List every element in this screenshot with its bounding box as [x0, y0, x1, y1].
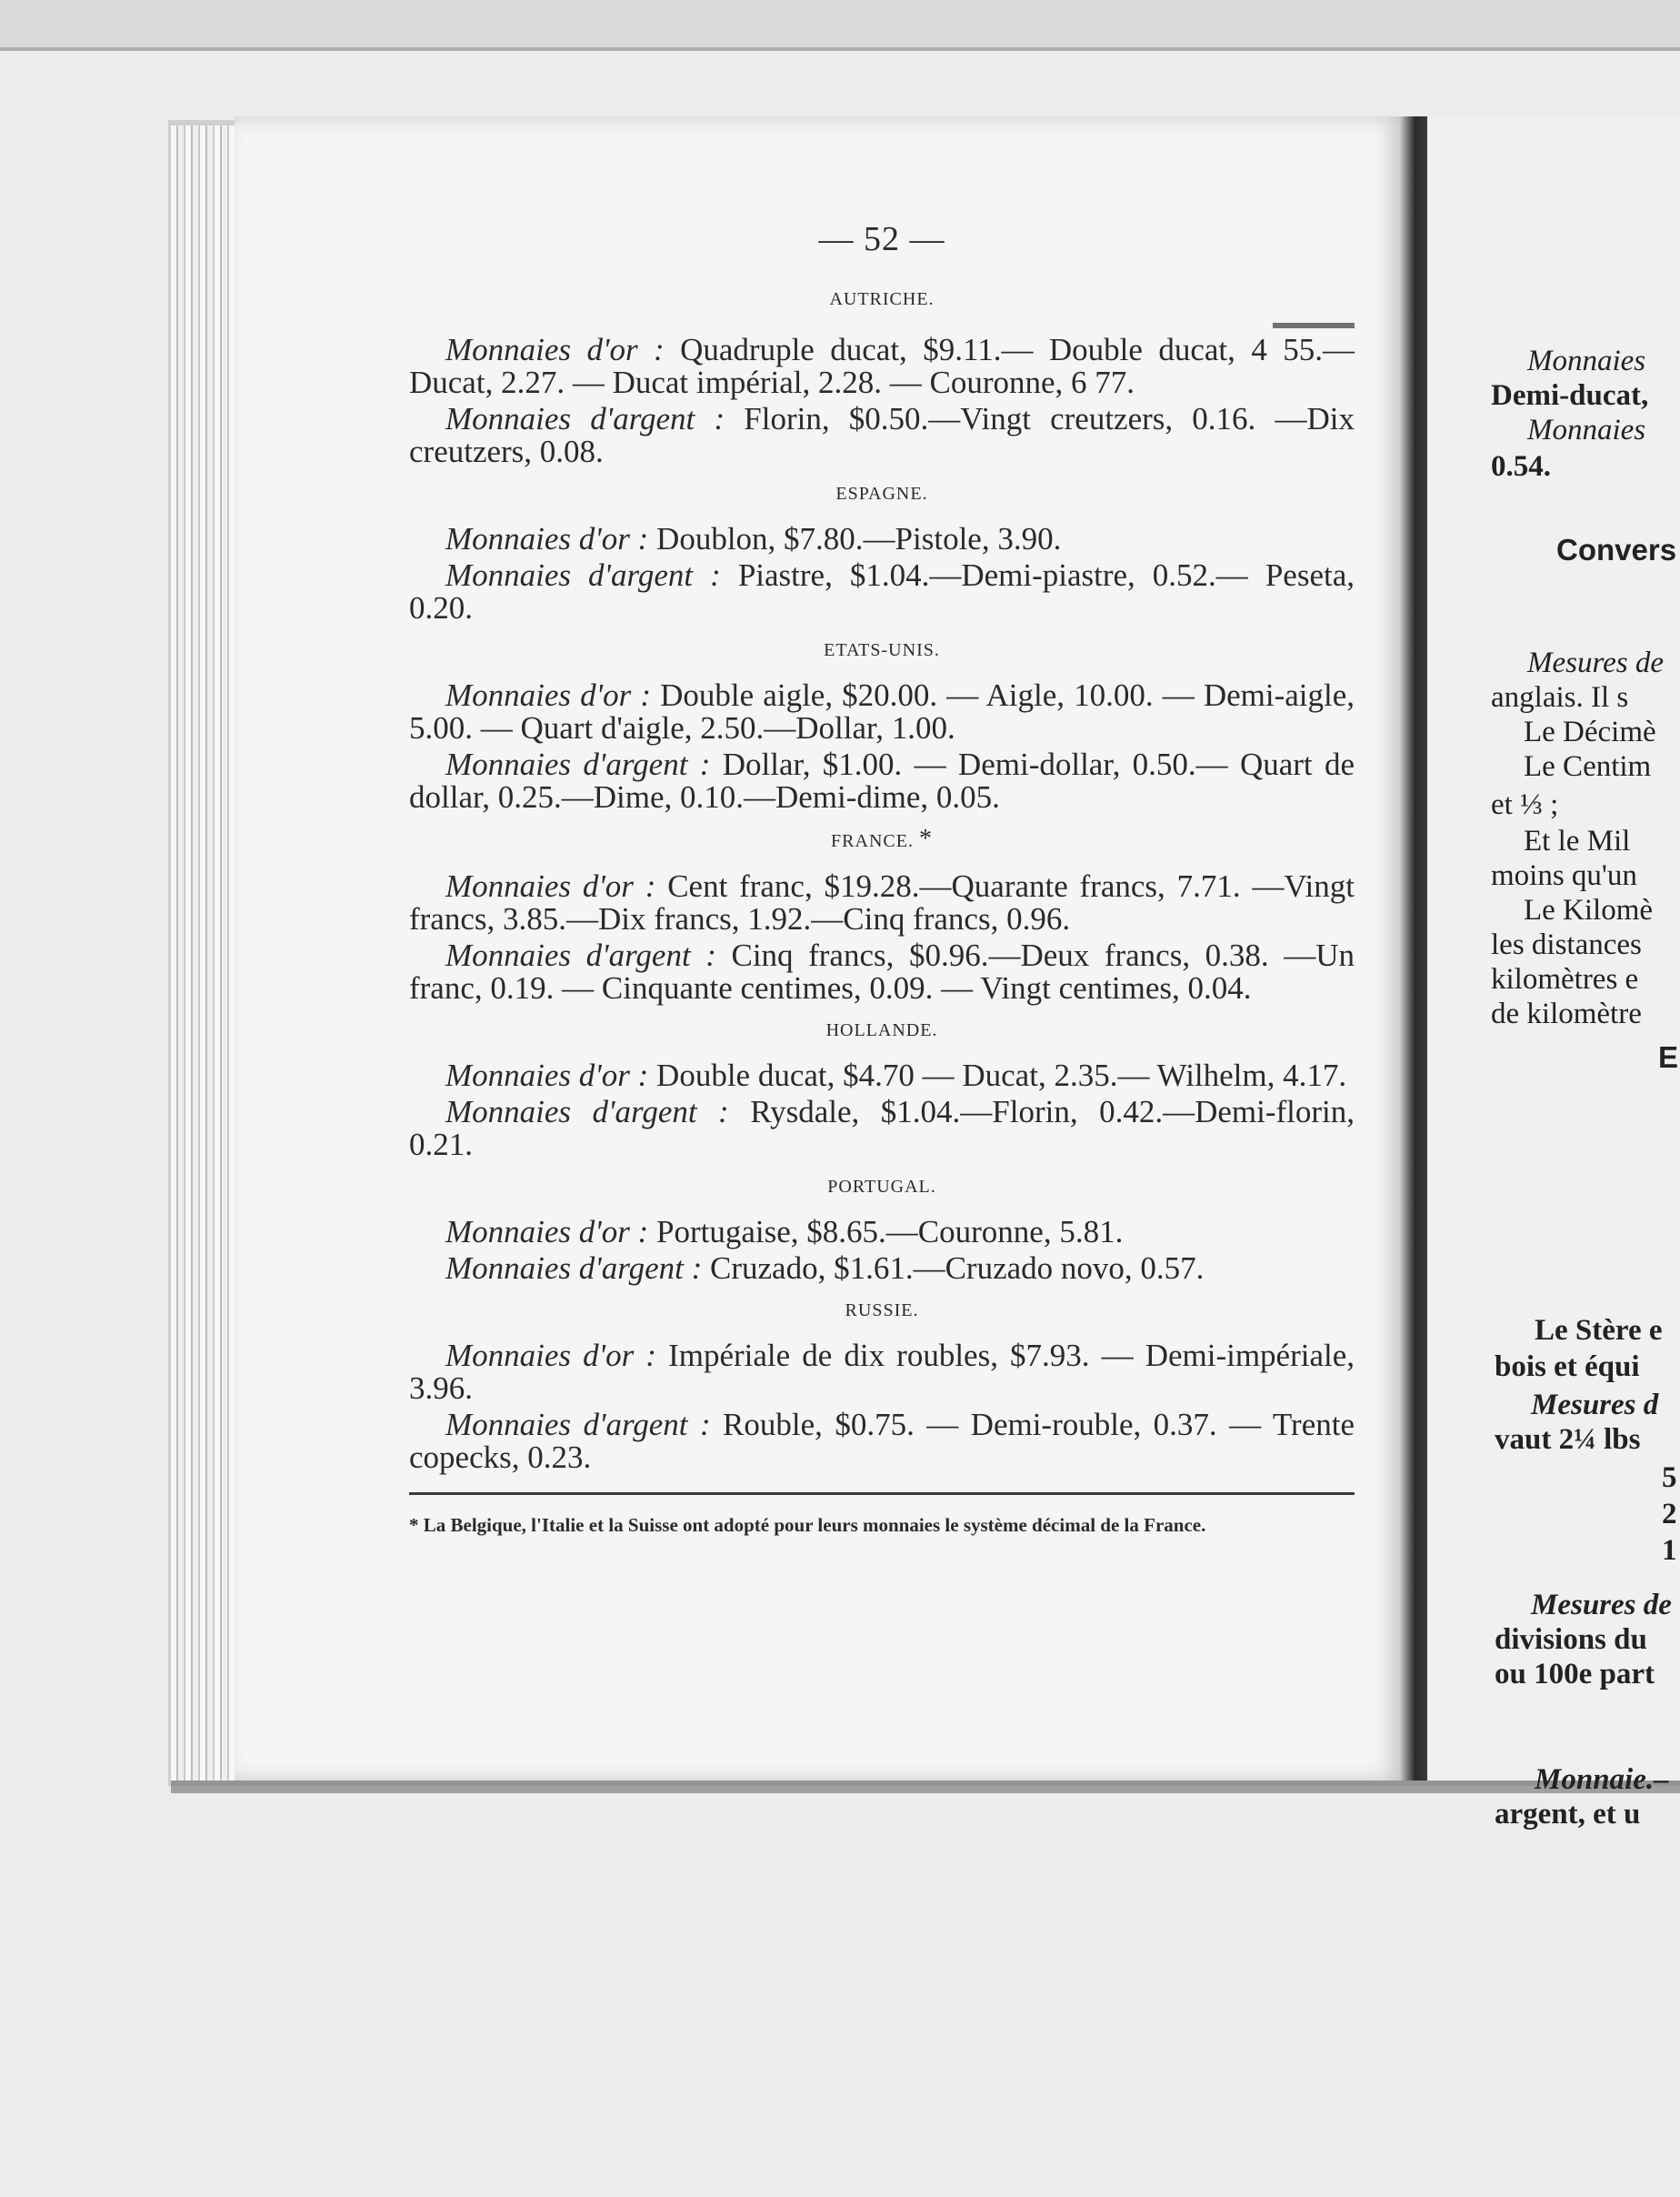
coin-entry-gold: [409, 1059, 1355, 1092]
right-fragment: Monnaies: [1527, 345, 1646, 377]
right-fragment: et ⅓ ;: [1491, 788, 1559, 821]
coin-entry-gold: [409, 1216, 1355, 1249]
right-fragment: 1: [1662, 1534, 1677, 1567]
entry-label: Monnaies d'or :: [445, 332, 665, 367]
scanner-edge-line: [0, 47, 1680, 51]
footnote-rule: [409, 1492, 1355, 1495]
section-heading-russie: RUSSIE.: [845, 1300, 919, 1320]
right-fragment: 0.54.: [1491, 450, 1551, 483]
entry-label: Monnaies d'or :: [445, 1214, 649, 1249]
coin-entry-silver: [409, 1252, 1355, 1285]
entry-label: Monnaies d'or :: [445, 1058, 649, 1093]
right-fragment: kilomètres e: [1491, 963, 1639, 996]
right-fragment: E: [1658, 1040, 1679, 1074]
heading-text: FRANCE.: [831, 831, 914, 851]
entry-text: Portugaise, $8.65.—Couronne, 5.81.: [656, 1214, 1124, 1249]
coin-entry-silver: [409, 1096, 1355, 1161]
entry-text: Rysdale, $1.04.—Florin, 0.42.—Demi-florin, 0.21.: [409, 1094, 1355, 1162]
right-fragment: divisions du: [1495, 1623, 1647, 1656]
coin-entry-gold: [409, 870, 1355, 936]
page-edges: [171, 125, 236, 1781]
right-fragment: Mesures de: [1531, 1589, 1672, 1621]
right-fragment: anglais. Il s: [1491, 681, 1629, 714]
entry-label: Monnaies d'or :: [445, 677, 652, 713]
coin-entry-silver: [409, 559, 1355, 625]
section-heading-autriche: AUTRICHE.: [829, 289, 935, 309]
right-fragment: Le Kilomè: [1524, 894, 1654, 927]
section-heading-portugal: PORTUGAL.: [827, 1177, 936, 1197]
entry-text: Florin, $0.50.—Vingt creutzers, 0.16. —Dix creutzers, 0.08.: [409, 401, 1355, 469]
footnote-marker: *: [918, 825, 933, 853]
coin-entry-gold: [409, 523, 1355, 556]
entry-text: Rouble, $0.75. — Demi-rouble, 0.37. — Trente copecks, 0.23.: [409, 1407, 1355, 1475]
coin-entry-silver: [409, 748, 1355, 814]
coin-entry-silver: [409, 939, 1355, 1005]
entry-label: Monnaies d'argent :: [445, 938, 716, 973]
right-fragment: vaut 2¼ lbs: [1495, 1423, 1641, 1456]
section-heading-france: [409, 823, 1355, 858]
page-number: — 52 —: [818, 220, 945, 258]
entry-text: Cent franc, $19.28.—Quarante francs, 7.71. —Vingt francs, 3.85.—Dix francs, 1.92.—Cinq francs, 0.96.: [409, 868, 1355, 937]
coin-entry-gold: [409, 679, 1355, 745]
decorative-rule: [1273, 323, 1355, 328]
section-heading-hollande: HOLLANDE.: [825, 1020, 938, 1040]
right-fragment: 5: [1662, 1461, 1677, 1494]
coin-entry-gold: [409, 1339, 1355, 1405]
right-fragment: Et le Mil: [1524, 825, 1631, 858]
entry-label: Monnaies d'argent :: [445, 1094, 729, 1129]
entry-label: Monnaies d'or :: [445, 1338, 656, 1373]
right-fragment: Le Stère e: [1535, 1314, 1663, 1347]
entry-label: Monnaies d'argent :: [445, 1407, 711, 1442]
scanner-top-band: [0, 0, 1680, 47]
entry-label: Monnaies d'argent :: [445, 401, 725, 436]
entry-label: Monnaies d'argent :: [445, 557, 721, 593]
entry-label: Monnaies d'argent :: [445, 1250, 703, 1286]
right-fragment: argent, et u: [1495, 1798, 1641, 1831]
right-fragment: Monnaie.–: [1535, 1763, 1669, 1796]
entry-text: Cinq francs, $0.96.—Deux francs, 0.38. —Un franc, 0.19. — Cinquante centimes, 0.09. — Vingt centimes, 0.04.: [409, 938, 1355, 1006]
section-heading-etats-unis: ETATS-UNIS.: [824, 640, 940, 660]
entry-text: Double aigle, $20.00. — Aigle, 10.00. — Demi-aigle, 5.00. — Quart d'aigle, 2.50.—Dollar, 1.00.: [409, 677, 1355, 746]
right-fragment: ou 100e part: [1495, 1658, 1655, 1690]
section-heading-espagne: ESPAGNE.: [835, 484, 928, 504]
entry-text: Cruzado, $1.61.—Cruzado novo, 0.57.: [710, 1250, 1205, 1286]
right-fragment: Convers: [1556, 533, 1677, 567]
coin-entry-silver: [409, 403, 1355, 468]
right-fragment: Mesures d: [1531, 1389, 1659, 1421]
entry-text: Double ducat, $4.70 — Ducat, 2.35.— Wilhelm, 4.17.: [656, 1058, 1347, 1093]
right-fragment: les distances: [1491, 928, 1642, 961]
book-gutter: [1400, 116, 1427, 1781]
coin-entry-gold: [409, 334, 1355, 399]
right-fragment: Mesures de: [1527, 647, 1664, 679]
left-page-text: [409, 220, 1355, 1555]
right-fragment: Demi-ducat,: [1491, 379, 1649, 412]
right-fragment: Le Décimè: [1524, 716, 1656, 748]
entry-text: Quadruple ducat, $9.11.— Double ducat, 4 55.— Ducat, 2.27. — Ducat impérial, 2.28. — Couronne, 6 77.: [409, 332, 1355, 400]
entry-label: Monnaies d'argent :: [445, 747, 711, 782]
coin-entry-silver: [409, 1409, 1355, 1474]
entry-text: Piastre, $1.04.—Demi-piastre, 0.52.— Peseta, 0.20.: [409, 557, 1355, 626]
entry-text: Doublon, $7.80.—Pistole, 3.90.: [656, 521, 1062, 557]
right-fragment: de kilomètre: [1491, 998, 1642, 1030]
right-fragment: 2: [1662, 1498, 1677, 1530]
right-fragment: Le Centim: [1524, 750, 1652, 783]
right-fragment: moins qu'un: [1491, 859, 1637, 892]
right-fragment: Monnaies: [1527, 414, 1646, 446]
right-fragment: bois et équi: [1495, 1350, 1640, 1383]
book-bottom-edge: [171, 1781, 1680, 1793]
footnote: * La Belgique, l'Italie et la Suisse ont adopté pour leurs monnaies le système décimal de la France.: [409, 1514, 1206, 1536]
entry-label: Monnaies d'or :: [445, 521, 649, 557]
entry-label: Monnaies d'or :: [445, 868, 656, 904]
entry-text: Impériale de dix roubles, $7.93. — Demi-impériale, 3.96.: [409, 1338, 1355, 1406]
entry-text: Dollar, $1.00. — Demi-dollar, 0.50.— Quart de dollar, 0.25.—Dime, 0.10.—Demi-dime, 0.05.: [409, 747, 1355, 815]
